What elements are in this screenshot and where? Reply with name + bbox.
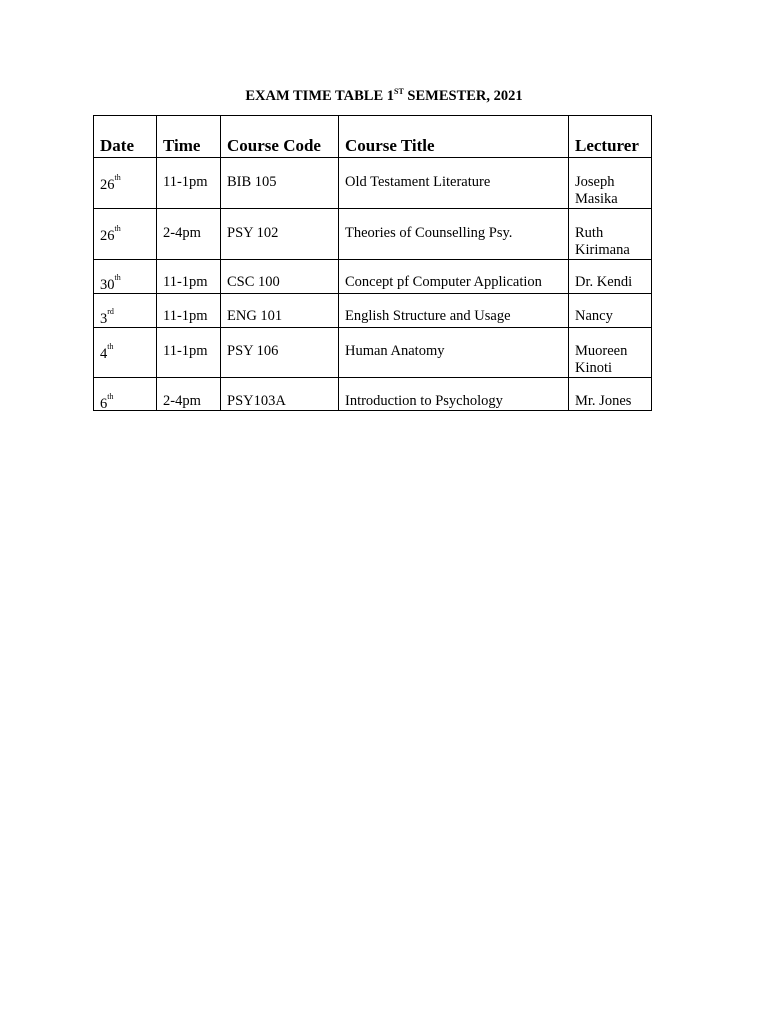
date-suffix: th: [114, 173, 121, 182]
course-code-cell: PSY 102: [221, 209, 339, 260]
title-superscript: ST: [394, 87, 404, 96]
date-suffix: th: [107, 342, 114, 351]
header-row: [94, 116, 652, 158]
time-cell: 11-1pm: [157, 158, 221, 209]
date-suffix: th: [114, 224, 121, 233]
table-row: [94, 328, 652, 378]
table-row: [94, 378, 652, 411]
course-title-cell: Concept pf Computer Application: [339, 260, 569, 294]
title-prefix: EXAM TIME TABLE 1: [245, 88, 394, 104]
date-suffix: th: [107, 392, 114, 401]
time-cell: 11-1pm: [157, 294, 221, 328]
table-row: [94, 158, 652, 209]
lecturer-cell: Muoreen Kinoti: [569, 328, 652, 378]
course-title-cell: Theories of Counselling Psy.: [339, 209, 569, 260]
exam-timetable: [93, 115, 652, 411]
date-value: 26: [100, 177, 115, 193]
date-cell: [94, 209, 157, 260]
date-value: 26: [100, 228, 115, 244]
table-row: [94, 209, 652, 260]
time-cell: 2-4pm: [157, 378, 221, 411]
course-code-cell: BIB 105: [221, 158, 339, 209]
title-suffix: SEMESTER, 2021: [403, 88, 523, 104]
date-suffix: th: [114, 273, 121, 282]
header-course-title: Course Title: [339, 116, 569, 158]
time-cell: 11-1pm: [157, 328, 221, 378]
date-cell: [94, 378, 157, 411]
lecturer-cell: Joseph Masika: [569, 158, 652, 209]
table-row: [94, 294, 652, 328]
date-cell: [94, 328, 157, 378]
course-code-cell: CSC 100: [221, 260, 339, 294]
header-date: Date: [94, 116, 157, 158]
page-title: [0, 87, 768, 105]
date-value: 4: [100, 346, 108, 362]
course-title-cell: Human Anatomy: [339, 328, 569, 378]
lecturer-cell: Ruth Kirimana: [569, 209, 652, 260]
time-cell: 2-4pm: [157, 209, 221, 260]
date-cell: [94, 294, 157, 328]
course-title-cell: Old Testament Literature: [339, 158, 569, 209]
date-suffix: rd: [107, 307, 114, 316]
header-course-code: Course Code: [221, 116, 339, 158]
date-value: 30: [100, 277, 115, 293]
course-title-cell: Introduction to Psychology: [339, 378, 569, 411]
lecturer-cell: Nancy: [569, 294, 652, 328]
date-value: 6: [100, 396, 108, 411]
date-cell: [94, 158, 157, 209]
lecturer-cell: Mr. Jones: [569, 378, 652, 411]
date-value: 3: [100, 311, 108, 327]
date-cell: [94, 260, 157, 294]
course-code-cell: PSY 106: [221, 328, 339, 378]
header-lecturer: Lecturer: [569, 116, 652, 158]
time-cell: 11-1pm: [157, 260, 221, 294]
lecturer-cell: Dr. Kendi: [569, 260, 652, 294]
header-time: Time: [157, 116, 221, 158]
course-code-cell: PSY103A: [221, 378, 339, 411]
course-code-cell: ENG 101: [221, 294, 339, 328]
course-title-cell: English Structure and Usage: [339, 294, 569, 328]
table-row: [94, 260, 652, 294]
